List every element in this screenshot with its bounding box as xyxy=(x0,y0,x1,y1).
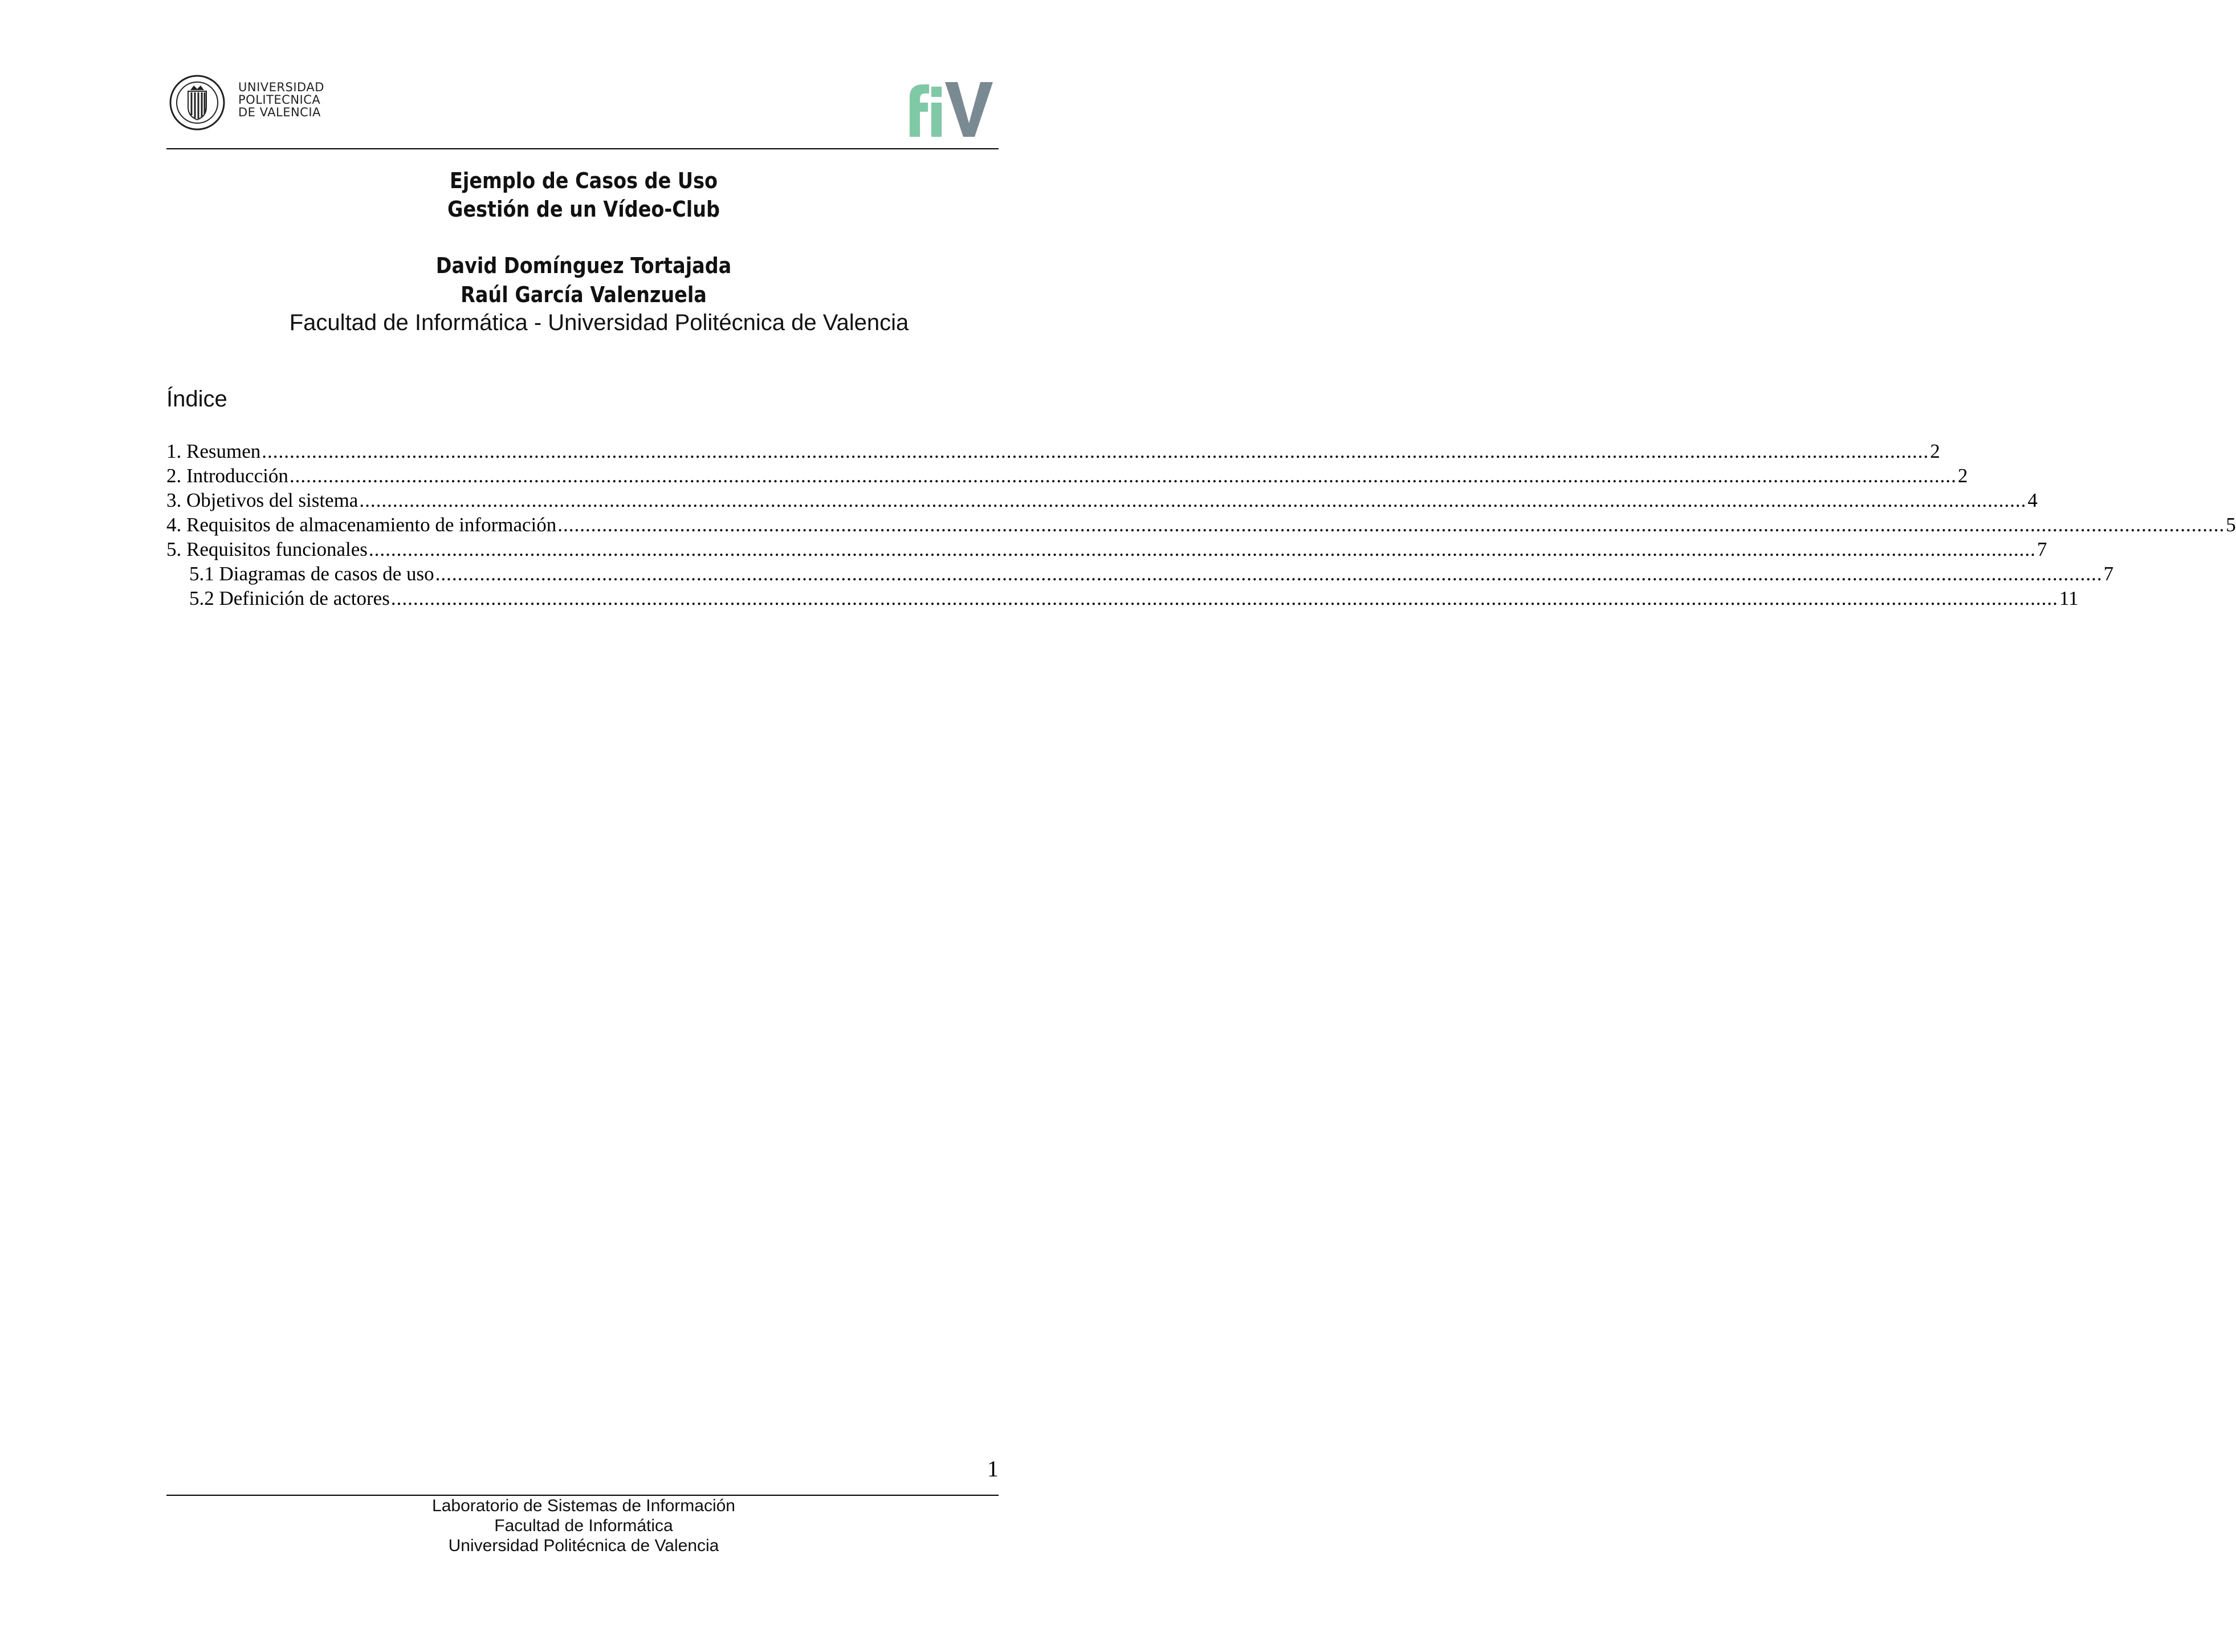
upv-logo-line: POLITECNICA xyxy=(238,93,321,107)
footer-line: Universidad Politécnica de Valencia xyxy=(448,1536,719,1555)
toc-subentry[interactable] xyxy=(166,561,2114,586)
page-footer xyxy=(0,1496,1167,1556)
toc-leader-dots: ............................................................................................................................................................................................................................................................................................................ xyxy=(435,563,2103,585)
toc-entry-page: 7 xyxy=(2103,563,2114,585)
fiv-logo-icon xyxy=(904,80,995,141)
table-of-contents xyxy=(166,439,2236,611)
affiliation: Facultad de Informática - Universidad Politécnica de Valencia xyxy=(289,310,909,335)
upv-logo-line: DE VALENCIA xyxy=(238,105,321,119)
upv-seal-icon xyxy=(169,68,231,139)
toc-entry-page: 2 xyxy=(1957,465,1968,487)
upv-logo xyxy=(169,68,340,139)
toc-entry[interactable] xyxy=(166,463,1968,488)
toc-entry[interactable] xyxy=(166,537,2047,561)
toc-entry-label: 5.1 Diagramas de casos de uso xyxy=(189,563,434,585)
footer-line: Laboratorio de Sistemas de Información xyxy=(432,1496,735,1515)
toc-entry-page: 2 xyxy=(1930,440,1940,462)
index-heading: Índice xyxy=(166,386,227,412)
toc-subentry[interactable] xyxy=(166,586,2079,611)
toc-entry-label: 1. Resumen xyxy=(166,440,261,462)
toc-entry-label: 3. Objetivos del sistema xyxy=(166,489,359,511)
toc-leader-dots: ............................................................................................................................................................................................................................................................................................................ xyxy=(289,465,1957,487)
author-name: David Domínguez Tortajada xyxy=(435,253,732,278)
header-divider xyxy=(166,148,999,149)
document-title: Ejemplo de Casos de Uso xyxy=(450,168,718,193)
toc-leader-dots: ............................................................................................................................................................................................................................................................................................................ xyxy=(557,514,2225,536)
toc-leader-dots: ............................................................................................................................................................................................................................................................................................................ xyxy=(390,587,2058,609)
toc-entry-label: 2. Introducción xyxy=(166,465,288,487)
author-name: Raúl García Valenzuela xyxy=(461,282,707,307)
toc-entry-label: 5.2 Definición de actores xyxy=(189,587,390,609)
toc-entry[interactable] xyxy=(166,439,1940,463)
upv-logo-text xyxy=(238,81,324,119)
footer-line: Facultad de Informática xyxy=(494,1516,673,1535)
toc-entry[interactable] xyxy=(166,488,2038,512)
toc-entry-label: 5. Requisitos funcionales xyxy=(166,538,368,560)
toc-entry-page: 5 xyxy=(2226,514,2236,536)
toc-entry-page: 7 xyxy=(2037,538,2047,560)
document-subtitle: Gestión de un Vídeo-Club xyxy=(447,197,720,222)
upv-logo-line: UNIVERSIDAD xyxy=(238,80,324,94)
toc-entry-page: 11 xyxy=(2059,587,2079,609)
page-number: 1 xyxy=(987,1456,999,1482)
toc-leader-dots: ............................................................................................................................................................................................................................................................................................................ xyxy=(359,489,2027,511)
toc-entry[interactable] xyxy=(166,512,2236,537)
fiv-logo xyxy=(904,80,995,141)
toc-leader-dots: ............................................................................................................................................................................................................................................................................................................ xyxy=(262,440,1929,462)
toc-entry-page: 4 xyxy=(2027,489,2038,511)
toc-entry-label: 4. Requisitos de almacenamiento de información xyxy=(166,514,557,536)
toc-leader-dots: ............................................................................................................................................................................................................................................................................................................ xyxy=(368,538,2036,560)
